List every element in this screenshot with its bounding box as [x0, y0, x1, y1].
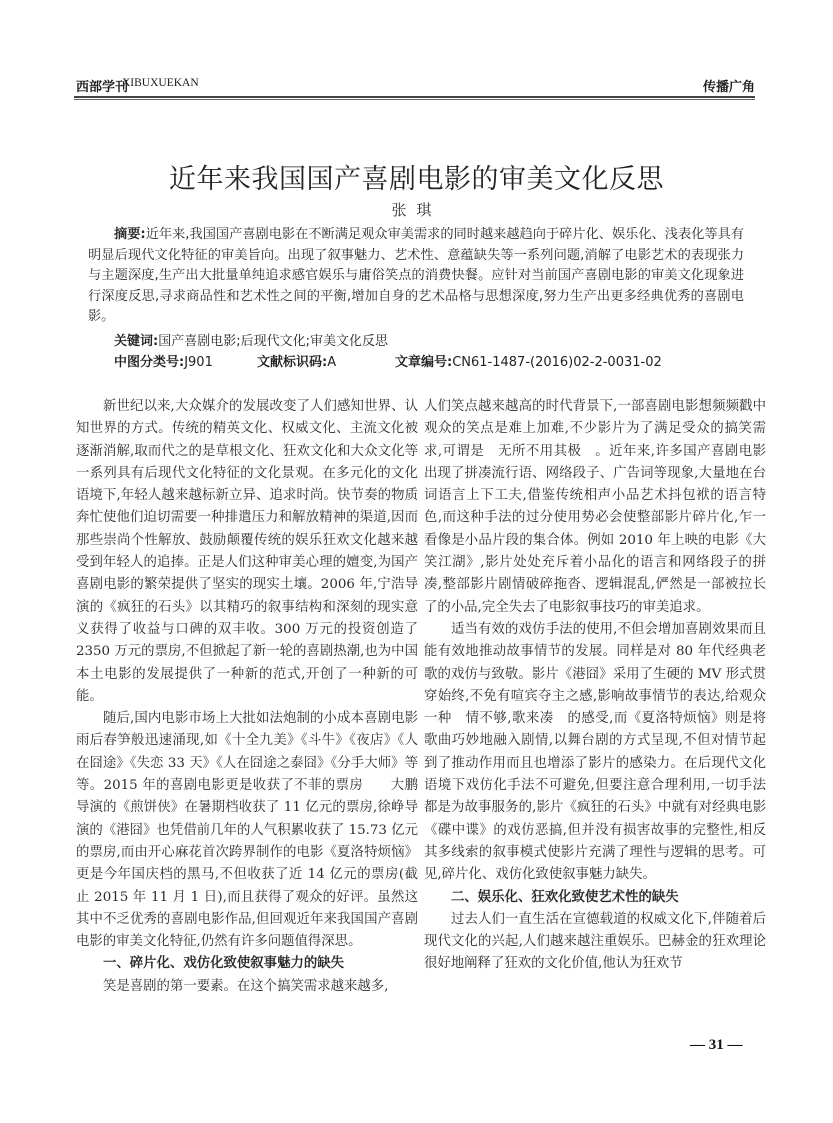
- document-code: [257, 351, 336, 370]
- author: 张琪: [391, 201, 442, 219]
- article-number: [395, 351, 662, 370]
- abstract-text: 近年来,我国国产喜剧电影在不断满足观众审美需求的同时越来越趋向于碎片化、娱乐化、浅表化等具有明显后现代文化特征的审美旨向。出现了叙事魅力、艺术性、意蕴缺失等一系列问题,消解了电影艺术的表现张力与主题深度,生产出大批量单纯追求感官娱乐与庸俗笑点的消费快餐。应针对当前国产喜剧电影的审美文化现象进行深度反思,寻求商品性和艺术性之间的平衡,增加自身的艺术品格与思想深度,努力生产出更多经典优秀的喜剧电影。: [88, 227, 744, 324]
- body-column-right: [424, 396, 766, 976]
- paragraph: 笑是喜剧的第一要素。在这个搞笑需求越来越多,: [103, 978, 389, 994]
- header-rule-thin: [74, 99, 755, 100]
- doc-code-value: A: [327, 355, 337, 370]
- running-header: [74, 74, 755, 96]
- article-no-label: 文章编号:: [395, 355, 453, 370]
- paragraph: 随后,国内电影市场上大批如法炮制的小成本喜剧电影雨后春笋般迅速涌现,如《十全九美》《斗牛》《夜店》《人在囧途》《失恋 33 天》《人在囧途之泰囧》《分手大师》等等。2015 年的喜剧电影更是收获了不菲的票房 大鹏导演的《煎饼侠》在暑期档收获了 11 亿元的票房,徐峥导演的《港囧》也凭借前几年的人气积累收获了 15.73 亿元的票房,而由开心麻花首次跨界制作的电影《夏洛特烦恼》更是今年国庆档的黑马,不但收获了近 14 亿元的票房(截止 2015 年 11 月 1 日),而且获得了观众的好评。虽然这其中不乏优秀的喜剧电影作品,但回观近年来我国国产喜剧电影的审美文化特征,仍然有许多问题值得深思。: [76, 711, 418, 950]
- body-column-left: [76, 396, 418, 998]
- journal-name-en: XIBUXUEKAN: [122, 77, 199, 89]
- clc-value: J901: [184, 355, 213, 370]
- doc-code-label: 文献标识码:: [257, 355, 328, 370]
- clc-label: 中图分类号:: [114, 355, 185, 370]
- article-title: 近年来我国国产喜剧电影的审美文化反思: [169, 164, 664, 196]
- section-heading: 二、娱乐化、狂欢化致使艺术性的缺失: [451, 889, 679, 905]
- paragraph-continued: 人们笑点越来越高的时代背景下,一部喜剧电影想频频戳中观众的笑点是难上加难,不少影片为了满足受众的搞笑需求,可谓是 无所不用其极 。近年来,许多国产喜剧电影出现了拼凑流行语、网络段子、广告词等现象,大量地在台词语言上下工夫,借鉴传统相声小品艺术抖包袱的语言特色,而这种手法的过分使用势必会使整部影片碎片化,乍一看像是小品片段的集合体。例如 2010 年上映的电影《大笑江湖》,影片处处充斥着小品化的语言和网络段子的拼凑,整部影片剧情破碎拖沓、逻辑混乱,俨然是一部被拉长了的小品,完全失去了电影叙事技巧的审美追求。: [424, 399, 766, 615]
- column-name: 传播广角: [702, 80, 755, 95]
- journal-name-cn: 西部学刊: [76, 80, 129, 95]
- paragraph: 新世纪以来,大众媒介的发展改变了人们感知世界、认知世界的方式。传统的精英文化、权威文化、主流文化被逐渐消解,取而代之的是草根文化、狂欢文化和大众文化等一系列具有后现代文化特征的文化景观。在多元化的文化语境下,年轻人越来越标新立异、追求时尚。快节奏的物质奔忙使他们迫切需要一种排遣压力和解放精神的渠道,因而那些崇尚个性解放、鼓励颠覆传统的娱乐狂欢文化越来越受到年轻人的追捧。正是人们这种审美心理的嬗变,为国产喜剧电影的繁荣提供了坚实的现实土壤。2006 年,宁浩导演的《疯狂的石头》以其精巧的叙事结构和深刻的现实意义获得了收益与口碑的双丰收。300 万元的投资创造了 2350 万元的票房,不但掀起了新一轮的喜剧热潮,也为中国本土电影的发展提供了一种新的范式,开创了一种新的可能。: [76, 399, 418, 704]
- keywords-label: 关键词:: [114, 334, 159, 349]
- abstract: [88, 225, 744, 328]
- page-number: — 31 —: [690, 1037, 743, 1053]
- clc-number: [114, 351, 213, 370]
- header-rule: [74, 96, 755, 98]
- keywords-text: 国产喜剧电影;后现代文化;审美文化反思: [158, 334, 388, 349]
- section-heading: 一、碎片化、戏仿化致使叙事魅力的缺失: [103, 956, 345, 972]
- abstract-label: 摘要:: [114, 227, 146, 242]
- article-no-value: CN61-1487-(2016)02-2-0031-02: [452, 355, 662, 370]
- keywords: [114, 330, 388, 349]
- paragraph: 适当有效的戏仿手法的使用,不但会增加喜剧效果而且能有效地推动故事情节的发展。同样是对 80 年代经典老歌的戏仿与致敬。影片《港囧》采用了生硬的 MV 形式贯穿始终,不免有喧宾夺主之感,影响故事情节的表达,给观众一种 情不够,歌来凑 的感受,而《夏洛特烦恼》则是将歌曲巧妙地融入剧情,以舞台剧的方式呈现,不但对情节起到了推动作用而且也增添了影片的感染力。在后现代文化语境下戏仿化手法不可避免,但要注意合理利用,一切手法都是为故事服务的,影片《疯狂的石头》中就有对经典电影《碟中谍》的戏仿恶搞,但并没有损害故事的完整性,相反其多线索的叙事模式使影片充满了理性与逻辑的思考。可见,碎片化、戏仿化致使叙事魅力缺失。: [424, 621, 766, 883]
- paragraph: 过去人们一直生活在宣德载道的权威文化下,伴随着后现代文化的兴起,人们越来越注重娱乐。巴赫金的狂欢理论很好地阐释了狂欢的文化价值,他认为狂欢节: [424, 911, 766, 972]
